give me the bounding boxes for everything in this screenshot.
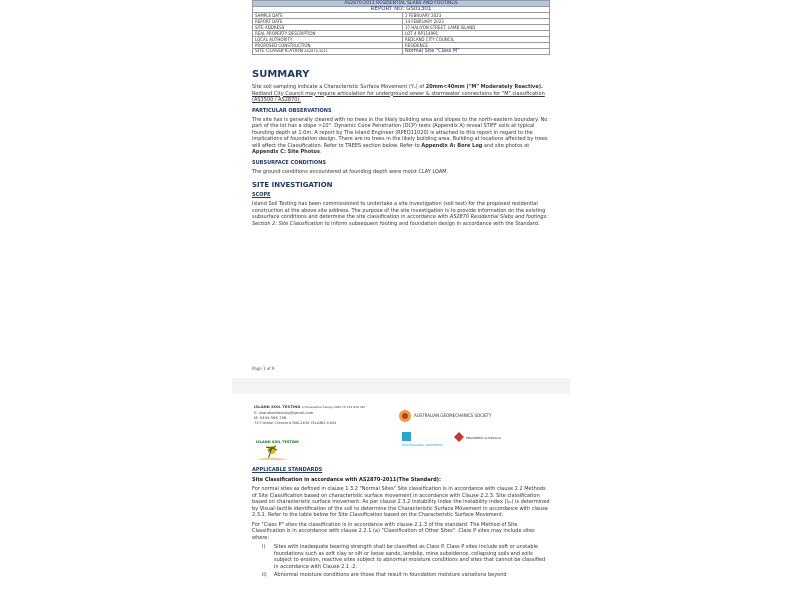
geomechanics-society-logo: [398, 408, 498, 424]
classification-label: SITE CLASSIFICATION: [255, 49, 303, 54]
table-row: SITE ADDRESS 37 HALIYON STREET, LAMB ISLAND: [253, 25, 550, 31]
svg-text:AUSTRALIAN GEOMECHANICS SOCIET: AUSTRALIAN GEOMECHANICS SOCIETY: [414, 413, 492, 418]
page-number: Page 1 of 9: [252, 366, 275, 371]
observations-heading: PARTICULAR OBSERVATIONS: [252, 107, 332, 114]
standards-subheading: Site Classification in accordance with AS2870-2011(The Standard):: [252, 477, 441, 483]
site-investigation-heading: SITE INVESTIGATION: [252, 181, 333, 189]
engineers-australia-logo: [454, 432, 501, 448]
report-title: AS2870:2011 RESIDENTIAL SLABS AND FOOTINGS: [253, 1, 550, 7]
summary-paragraph: Site soil sampling indicate a Characteristic Surface Movement (Yₛ) of 20mm<40mm ("M" Moderately Reactive). Redland City Council may require articulation for underground sewer & stormwater connections for "M" classification (AS3500 / AS2870).: [252, 84, 545, 103]
svg-text:ISLAND SOIL TESTING: ISLAND SOIL TESTING: [256, 440, 299, 444]
subsurface-paragraph: The ground conditions encountered at founding depth were moist CLAY LOAM.: [252, 168, 449, 175]
table-row: REPORT DATE 14 FEBRUARY 2023: [253, 19, 550, 25]
table-row: SAMPLE DATE 2 FEBRUARY 2023: [253, 13, 550, 19]
report-page-1: [232, 0, 570, 378]
island-soil-testing-logo: [254, 438, 299, 462]
report-page-2: [232, 394, 570, 600]
classification-standard: AS2870-2011: [304, 49, 328, 53]
table-row: REAL PROPERTY DESCRIPTION LOT 4 RP114991: [253, 31, 550, 37]
standards-paragraph-2: For "Class P" sites the classification is in accordance with clause 2.1.3 of the standard. The Method of Site Classification is in accordance with clause 2.2.1 (a) "Classification of Other Sites". Class P sites may include sites where:: [252, 521, 535, 541]
page-separator: [232, 378, 570, 394]
scope-paragraph: Island Soil Testing has been commissioned to undertake a site investigation (soil test) for the proposed residential construction at the above site address. The purpose of the site investigation is to provide information on the existing subsurface conditions and determine the site classification in accordance with AS2870 Residential Slabs and footings: Section 2: Site Classification to inform subsequent footing and foundation design in accordance with the Standard.: [252, 201, 548, 227]
report-info-table: [252, 0, 550, 55]
scope-heading: SCOPE: [252, 192, 271, 198]
svg-text:PROFESSIONAL ENGINEERS: PROFESSIONAL ENGINEERS: [402, 443, 444, 447]
standards-paragraph-1: For normal sites as defined in clause 1.3.2 "Normal Sites" Site classification is in accordance with clause 2.2 Methods of Site Classification based on characteristic surface movement in accordance with Clause 2.2.3. Site classification based on characteristic surface movement. As per clause 2.3.2 Instability Index the instability index (Iₚₜ) is determined by Visual-tactile identification of the soil to determine the Characteristic Surface Movement in accordance with clause 2.3.1. Refer to the table below for Site Classification based on the Characteristic Surface Movement.: [252, 486, 550, 518]
summary-heading: SUMMARY: [252, 69, 310, 80]
list-item: i) Sites with inadequate bearing strength shall be classified as Class P. Class P sites include soft or unstable foundations such as soft clay or silt or loose sands, landslip, mine subsidence, collapsing soils and soils subject to erosion, reactive sites subject to abnormal moisture conditions and sites that cannot be classified in accordance with Clause 2.1 .2.: [262, 544, 546, 570]
classification-value: Normal Site "Class M": [403, 49, 550, 55]
subsurface-heading: SUBSURFACE CONDITIONS: [252, 159, 326, 166]
professional-engineers-logo: [402, 432, 442, 448]
report-number: REPORT NO: GS01301: [253, 7, 550, 13]
table-row: LOCAL AUTHORITY REDLAND CITY COUNCIL: [253, 37, 550, 43]
standards-heading: APPLICABLE STANDARDS: [252, 467, 323, 473]
letterhead-text: ISLAND SOIL TESTING a Fairweather Design ABN 76 229 849 467 E: islandsoiltesting@gmail.com M: 0409 586 798 74 Crease Crescent MACLEAY ISLAND 4184: [254, 404, 366, 425]
svg-text:ENGINEERS AUSTRALIA: ENGINEERS AUSTRALIA: [466, 436, 501, 440]
classification-row: [253, 49, 550, 55]
observations-paragraph: The site has is generally cleared with no trees in the likely building area and slopes to the north-eastern boundary. No part of the lot has a slope >10°. Dynamic Cone Penetration (DCP) tests (Appendix A) reveal STIFF soils at typical founding depth at 1.0m. A report by The Island Engineer (RPEQ11020) is attached to this report in regard to the implications of foundation design. There are no trees in the likely building area. Building at locations affected by trees will affect the Classification. Refer to TREES section below. Refer to Appendix A: Bore Log and site photos at Appendix C: Site Photos.: [252, 116, 548, 155]
list-item: ii) Abnormal moisture conditions are those that result in foundation moisture variations beyond: [262, 572, 507, 578]
standards-section: [252, 464, 550, 581]
table-row: PROPOSED CONSTRUCTION RESIDENCE: [253, 43, 550, 49]
